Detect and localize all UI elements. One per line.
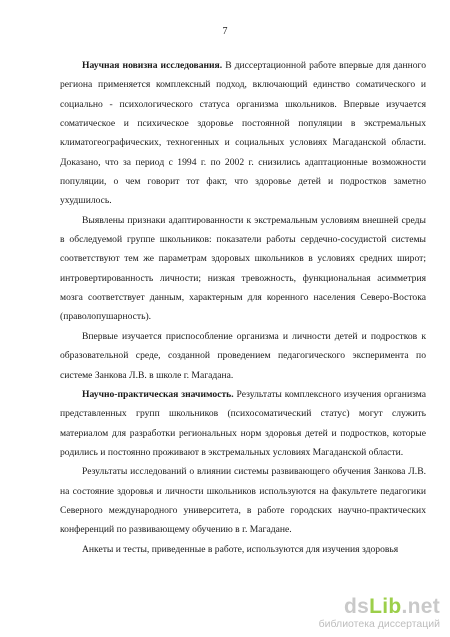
paragraph-text: Результаты исследований о влиянии системы развивающего обучения Занкова Л.В. на состояние здоровья и личности школьников используются на факультете педагогики Северного международного университета, в работе городских научно-практических конференций по развивающему обучению в г. Магадане.	[60, 466, 426, 536]
dslib-subtitle: библиотека диссертаций	[318, 618, 440, 630]
dslib-logo: dsLib.net	[343, 595, 440, 618]
paragraph-text: Анкеты и тесты, приведенные в работе, используются для изучения здоровья	[82, 543, 399, 555]
paragraph-text: В диссертационной работе впервые для данного региона применяется комплексный подход, включающий единство соматического и социально - психологического статуса организма школьников. Впервые изучается соматическое и психическое здоровье постоянной популяции в экстремальных климатогеографических, техногенных и социальных условиях Магаданской области. Доказано, что за период с 1994 г. по 2002 г. снизились адаптационные возможности популяции, о чем говорит тот факт, что здоровье детей и подростков заметно ухудшилось.	[60, 60, 427, 207]
paragraph-lead: Научная новизна исследования.	[82, 60, 223, 71]
paragraph-text: Впервые изучается приспособление организма и личности детей и подростков к образовательной среде, созданной проведением педагогического эксперимента по системе Занкова Л.В. в школе г. Магадана.	[60, 330, 426, 381]
paragraph-adaptation	[60, 211, 426, 327]
paragraph-novelty	[60, 56, 426, 211]
paragraph-text: Результаты комплексного изучения организма представленных групп школьников (психосоматический статус) могут служить материалом для разработки региональных норм здоровья детей и подростков, которые родились и постоянно проживают в экстремальных условиях Магаданской области.	[60, 388, 426, 458]
dslib-watermark[interactable]	[319, 596, 440, 631]
paragraph-environment	[60, 327, 426, 385]
paragraph-text: Выявлены признаки адаптированности к экстремальным условиям внешней среды в обследуемой группе школьников: показатели работы сердечно-сосудистой системы соответствуют тем же параметрам здоровых школьников в условиях средних широт; интровертированность личности; низкая тревожность, функциональная асимметрия мозга соответствует данным, характерным для коренного населения Северо-Востока (праволопушарность).	[60, 214, 426, 323]
page-number: 7	[222, 26, 228, 37]
paragraph-lead: Научно-практическая значимость.	[82, 388, 234, 400]
document-body	[60, 56, 426, 559]
paragraph-questionnaires	[60, 540, 426, 559]
paragraph-significance	[60, 385, 426, 462]
paragraph-results	[60, 462, 426, 539]
